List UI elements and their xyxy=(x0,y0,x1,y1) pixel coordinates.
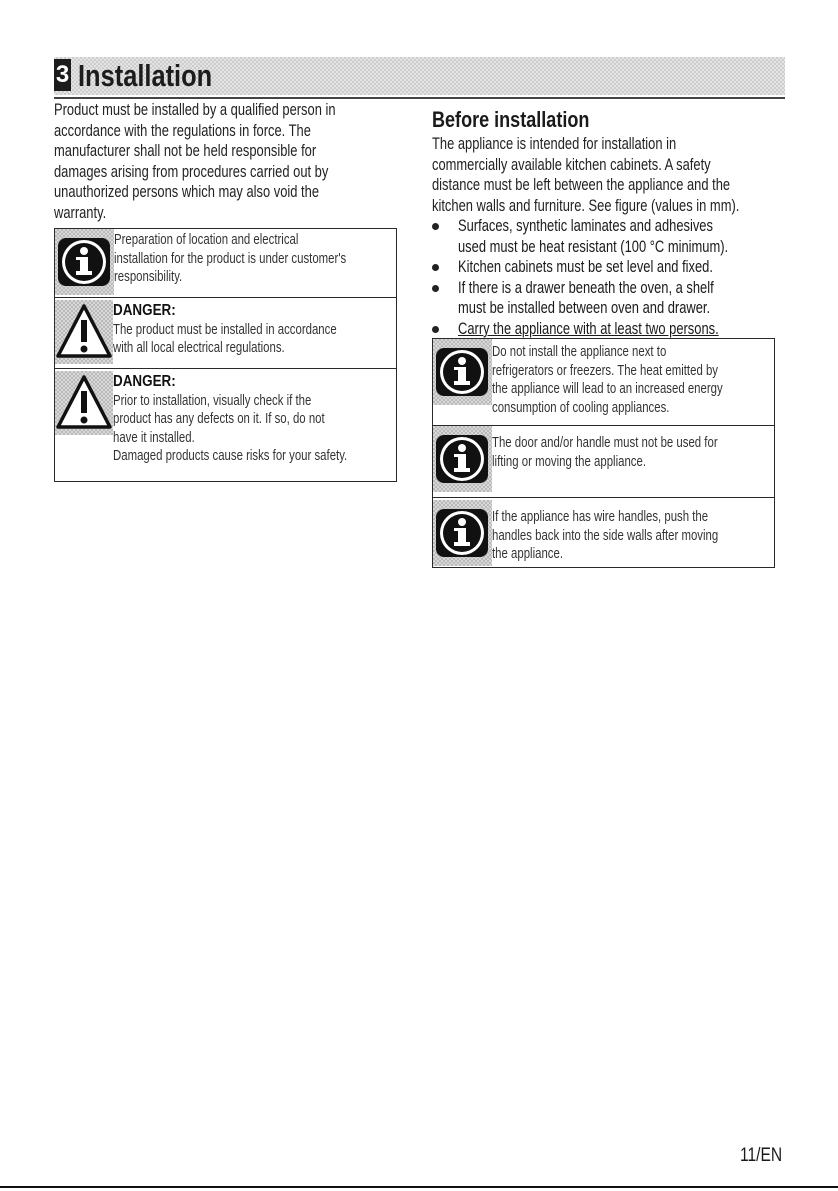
list-item: Carry the appliance with at least two persons. xyxy=(432,319,790,340)
bullet-dot-icon xyxy=(432,223,439,230)
right-notice-box xyxy=(432,338,775,568)
info-icon xyxy=(433,500,492,566)
installation-bullet-list xyxy=(432,216,790,340)
info-icon xyxy=(55,229,114,295)
notice-cooling-appliances: Do not install the appliance next to refrigerators or freezers. The heat emitted by the appliance will lead to an increased energy consumption of cooling appliances. xyxy=(433,339,774,423)
warning-icon xyxy=(55,300,113,364)
list-item: If there is a drawer beneath the oven, a shelf must be installed between oven and drawer. xyxy=(432,278,790,319)
notice-danger-regulations: DANGER: The product must be installed in accordance with all local electrical regulations. xyxy=(55,297,396,368)
left-intro-paragraph: Product must be installed by a qualified person in accordance with the regulations in force. The manufacturer shall not be held responsible for damages arising from procedures carried out by unauthorized persons which may also void the warranty. xyxy=(54,100,336,222)
section-number: 3 xyxy=(54,59,71,91)
bullet-dot-icon xyxy=(432,326,439,333)
bullet-dot-icon xyxy=(432,285,439,292)
notice-wire-handles: If the appliance has wire handles, push the handles back into the side walls after moving the appliance. xyxy=(433,497,774,568)
notice-preparation: Preparation of location and electrical installation for the product is under customer's responsibility. xyxy=(55,229,396,296)
bullet-dot-icon xyxy=(432,264,439,271)
bottom-rule xyxy=(0,1186,838,1188)
right-intro-paragraph: The appliance is intended for installation in commercially available kitchen cabinets. A safety distance must be left between the appliance and the kitchen walls and furniture. See figure (values in mm). xyxy=(432,134,740,215)
list-item: Kitchen cabinets must be set level and fixed. xyxy=(432,257,790,278)
warning-icon xyxy=(55,371,113,435)
info-icon xyxy=(433,426,492,492)
notice-danger-defects: DANGER: Prior to installation, visually check if the product has any defects on it. If so, do not have it installed. Damaged products cause risks for your safety. xyxy=(55,368,396,482)
section-title: Installation xyxy=(78,58,213,93)
left-notice-box xyxy=(54,228,397,482)
list-item: Surfaces, synthetic laminates and adhesives used must be heat resistant (100 °C minimum). xyxy=(432,216,790,257)
info-icon xyxy=(433,339,492,405)
notice-door-handle: The door and/or handle must not be used for lifting or moving the appliance. xyxy=(433,425,774,498)
page-number: 11/EN xyxy=(740,1145,783,1166)
before-installation-heading: Before installation xyxy=(432,107,590,132)
